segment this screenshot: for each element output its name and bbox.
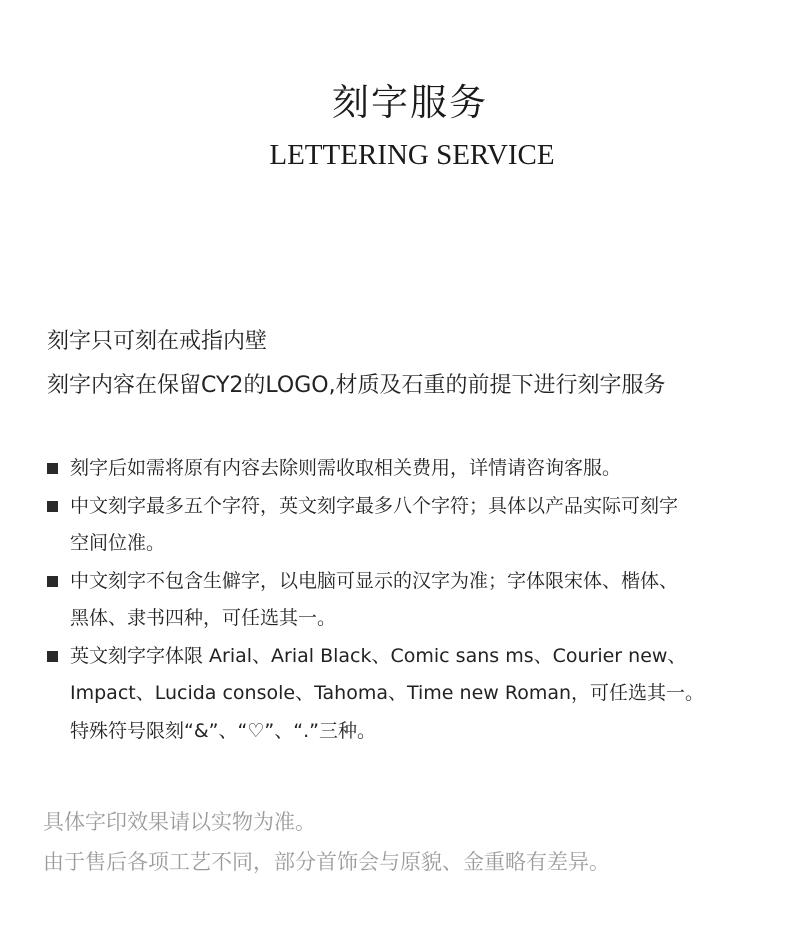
page-subtitle-english: LETTERING SERVICE [269,139,555,171]
intro-section [47,320,767,408]
rule-text: 特殊符号限刻“&”、“♡”、“.”三种。 [70,719,376,742]
intro-line: 刻字只可刻在戒指内壁 [47,329,268,354]
square-bullet-icon [47,463,58,474]
rules-list [47,450,767,750]
rule-text: 英文刻字字体限 Arial、Arial Black、Comic sans ms、Courier new、 [70,644,687,667]
square-bullet-icon [47,651,58,662]
rule-item [47,450,767,488]
rule-text: 中文刻字最多五个字符，英文刻字最多八个字符；具体以产品实际可刻字 [70,494,679,517]
square-bullet-icon [47,576,58,587]
rule-text: 中文刻字不包含生僻字，以电脑可显示的汉字为准；字体限宋体、楷体、 [70,569,679,592]
rule-item [47,488,767,563]
rule-text: Impact、Lucida console、Tahoma、Time new Roman，可任选其一。 [70,682,705,704]
page-title: 刻字服务 [332,81,488,124]
intro-line: 刻字内容在保留CY2的LOGO,材质及石重的前提下进行刻字服务 [47,373,666,398]
disclaimer-note [43,802,763,882]
note-line: 由于售后各项工艺不同，部分首饰会与原貌、金重略有差异。 [43,850,610,874]
rule-text: 刻字后如需将原有内容去除则需收取相关费用，详情请咨询客服。 [70,457,622,479]
rule-text: 空间位准。 [70,532,166,554]
rule-item [47,563,767,638]
square-bullet-icon [47,501,58,512]
rule-item [47,638,767,751]
rule-text: 黑体、隶书四种，可任选其一。 [70,607,337,629]
note-line: 具体字印效果请以实物为准。 [43,810,316,834]
